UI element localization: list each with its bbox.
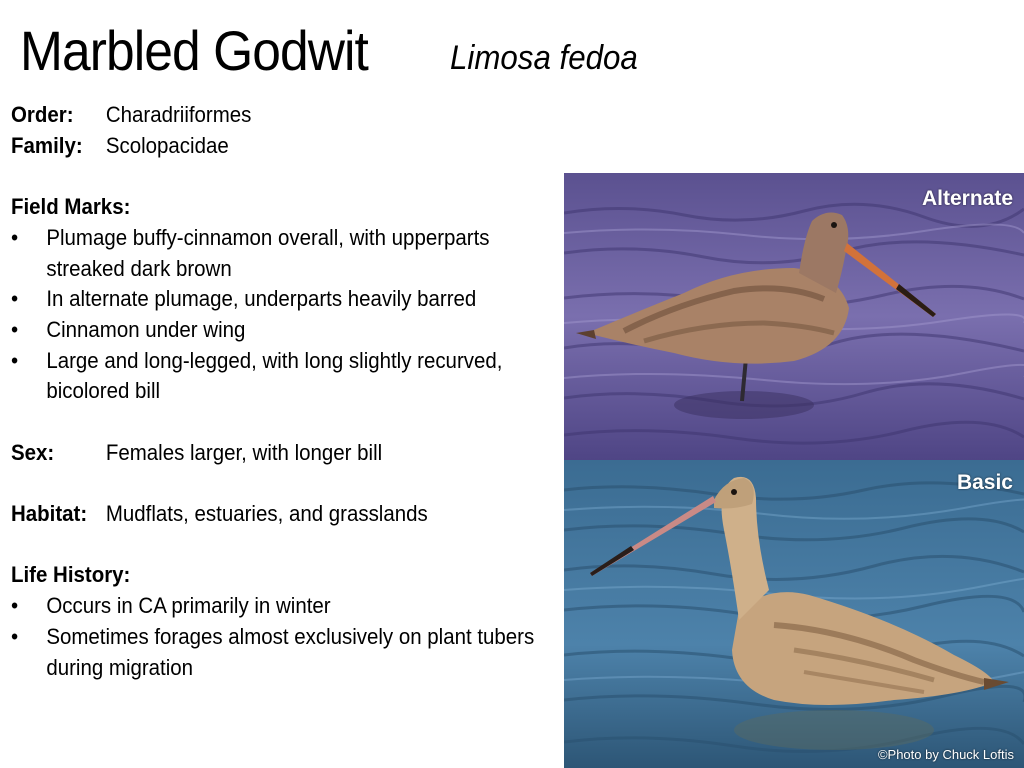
species-info [11,100,561,683]
order-value: Charadriiformes [105,102,252,127]
habitat-row [11,499,560,530]
habitat-label: Habitat: [11,501,88,527]
bullet-glyph: • [11,316,19,342]
list-item [11,346,560,407]
alternate-plumage-label: Alternate [921,187,1013,210]
list-item-line: Plumage buffy-cinnamon overall, with upperparts [46,224,490,250]
family-row [11,131,560,162]
bullet-glyph: • [11,224,19,250]
list-item-line: Large and long-legged, with long slightly recurved, [46,347,503,373]
list-item-line: bicolored bill [46,378,161,404]
life-history-heading: Life History: [11,562,131,588]
page-title: Marbled Godwit [20,19,368,82]
scientific-name: Limosa fedoa [450,39,638,77]
family-label: Family: [11,132,83,158]
basic-plumage-label: Basic [956,471,1013,494]
list-item [11,591,560,622]
photo-credit: ©Photo by Chuck Loftis [877,747,1014,762]
list-item-line: Cinnamon under wing [46,316,246,342]
list-item-line: Sometimes forages almost exclusively on plant tubers [46,623,535,649]
bullet-glyph: • [11,623,19,649]
order-row [11,100,560,131]
list-item-line: streaked dark brown [46,255,232,281]
bullet-glyph: • [11,286,19,312]
sex-label: Sex: [11,439,55,465]
list-item [11,315,560,346]
list-item [11,223,560,284]
list-item [11,622,560,683]
basic-plumage-photo [564,460,1024,768]
order-label: Order: [11,102,74,127]
bullet-glyph: • [11,347,19,373]
list-item-line: In alternate plumage, underparts heavily barred [46,286,477,312]
field-marks-heading: Field Marks: [11,194,131,220]
alternate-plumage-photo [564,173,1024,460]
list-item-line: during migration [46,654,194,680]
sex-value: Females larger, with longer bill [105,439,383,465]
list-item-line: Occurs in CA primarily in winter [46,593,331,619]
bullet-glyph: • [11,593,19,619]
sex-row [11,438,560,469]
basic-bird-illustration [564,460,1024,768]
list-item [11,284,560,315]
family-value: Scolopacidae [105,132,229,158]
habitat-value: Mudflats, estuaries, and grasslands [105,501,428,527]
alternate-bird-illustration [564,173,1024,460]
